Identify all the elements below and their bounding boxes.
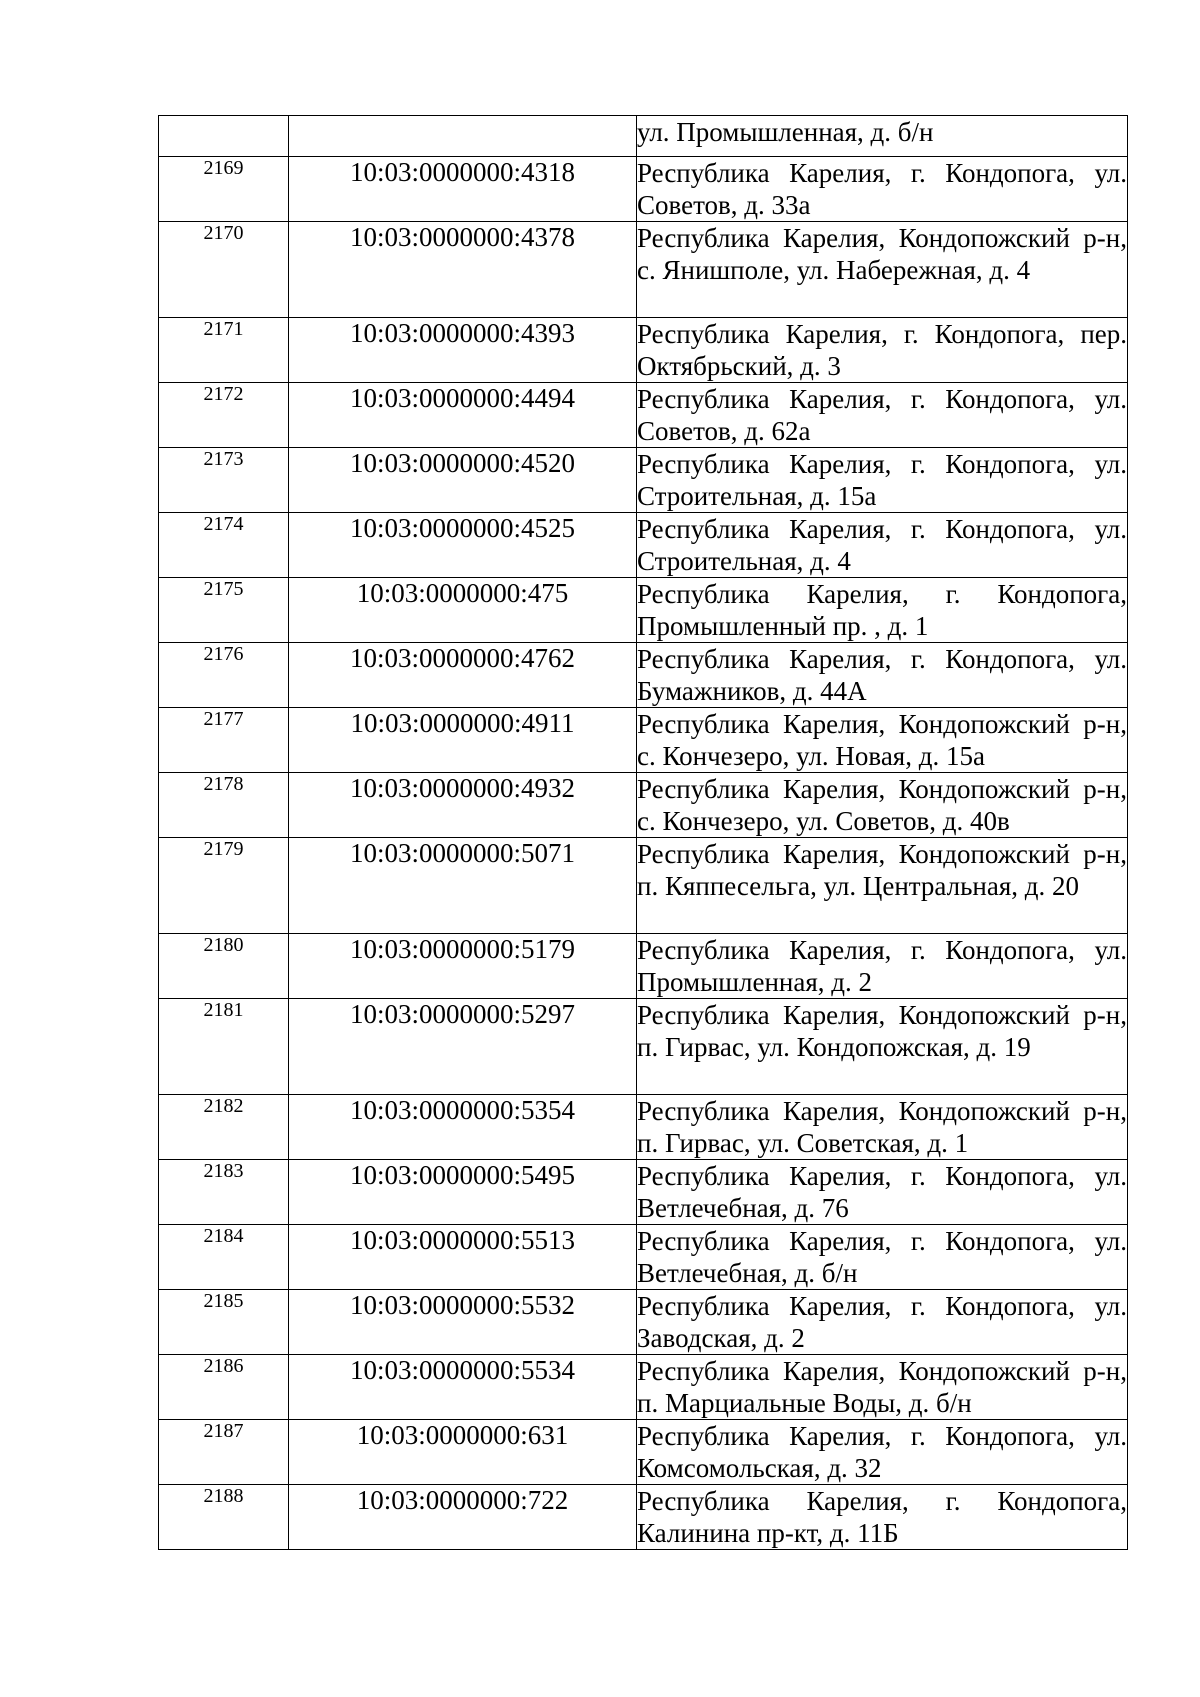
address: Республика Карелия, Кондопожский р-н, п. Гирвас, ул. Советская, д. 1 [637,1096,1127,1158]
cadastral-number: 10:03:0000000:475 [289,578,637,643]
table-row [159,318,1128,383]
cadastral-number: 10:03:0000000:5495 [289,1160,637,1225]
row-number: 2173 [159,448,289,513]
table-row [159,773,1128,838]
cadastral-number: 10:03:0000000:631 [289,1420,637,1485]
table-row [159,1420,1128,1485]
row-number: 2179 [159,838,289,934]
table-row [159,222,1128,318]
row-number: 2171 [159,318,289,383]
cadastral-number: 10:03:0000000:5179 [289,934,637,999]
cadastral-number: 10:03:0000000:5354 [289,1095,637,1160]
row-number: 2174 [159,513,289,578]
cadastral-number: 10:03:0000000:4520 [289,448,637,513]
table-row [159,383,1128,448]
row-number: 2183 [159,1160,289,1225]
cadastral-number: 10:03:0000000:5513 [289,1225,637,1290]
cadastral-number: 10:03:0000000:4393 [289,318,637,383]
row-number: 2169 [159,157,289,222]
table-row [159,116,1128,157]
row-number: 2176 [159,643,289,708]
cadastral-number: 10:03:0000000:4525 [289,513,637,578]
row-number: 2182 [159,1095,289,1160]
row-number: 2170 [159,222,289,318]
address: Республика Карелия, г. Кондопога, ул. Промышленная, д. 2 [637,935,1127,997]
row-number: 2172 [159,383,289,448]
address: Республика Карелия, Кондопожский р-н, с. Янишполе, ул. Набережная, д. 4 [637,222,1128,318]
row-number: 2186 [159,1355,289,1420]
address: Республика Карелия, Кондопожский р-н, с. Кончезеро, ул. Советов, д. 40в [637,774,1127,836]
row-number: 2180 [159,934,289,999]
table-row [159,1290,1128,1355]
address: Республика Карелия, г. Кондопога, ул. Заводская, д. 2 [637,1291,1127,1353]
table-row [159,1225,1128,1290]
address: Республика Карелия, Кондопожский р-н, п. Марциальные Воды, д. б/н [637,1356,1127,1418]
address: ул. Промышленная, д. б/н [637,116,1128,157]
address: Республика Карелия, г. Кондопога, ул. Ветлечебная, д. б/н [637,1226,1127,1288]
address: Республика Карелия, Кондопожский р-н, п. Кяппесельга, ул. Центральная, д. 20 [637,838,1128,934]
row-number: 2181 [159,999,289,1095]
table-row [159,1160,1128,1225]
cadastral-number: 10:03:0000000:5071 [289,838,637,934]
row-number: 2188 [159,1485,289,1550]
address: Республика Карелия, г. Кондопога, ул. Советов, д. 62а [637,384,1127,446]
address: Республика Карелия, г. Кондопога, ул. Советов, д. 33а [637,158,1127,220]
address: Республика Карелия, г. Кондопога, ул. Комсомольская, д. 32 [637,1421,1127,1483]
address: Республика Карелия, г. Кондопога, Калинина пр-кт, д. 11Б [637,1486,1127,1548]
table-row [159,934,1128,999]
cadastral-number: 10:03:0000000:5297 [289,999,637,1095]
cadastral-number: 10:03:0000000:5534 [289,1355,637,1420]
property-registry-table [158,115,1128,1550]
table-row [159,838,1128,934]
table-row [159,578,1128,643]
table-row [159,513,1128,578]
cadastral-number: 10:03:0000000:4378 [289,222,637,318]
table-row [159,1095,1128,1160]
address: Республика Карелия, г. Кондопога, пер. Октябрьский, д. 3 [637,319,1127,381]
cadastral-number: 10:03:0000000:5532 [289,1290,637,1355]
cadastral-number: 10:03:0000000:4494 [289,383,637,448]
row-number: 2178 [159,773,289,838]
row-number: 2184 [159,1225,289,1290]
address: Республика Карелия, г. Кондопога, ул. Бумажников, д. 44А [637,644,1127,706]
cadastral-number: 10:03:0000000:4911 [289,708,637,773]
cadastral-number: 10:03:0000000:4318 [289,157,637,222]
table-row [159,999,1128,1095]
address: Республика Карелия, г. Кондопога, ул. Ветлечебная, д. 76 [637,1161,1127,1223]
table-row [159,448,1128,513]
table-row [159,643,1128,708]
address: Республика Карелия, г. Кондопога, Промышленный пр. , д. 1 [637,579,1127,641]
cadastral-number: 10:03:0000000:4762 [289,643,637,708]
address: Республика Карелия, г. Кондопога, ул. Строительная, д. 4 [637,514,1127,576]
row-number: 2185 [159,1290,289,1355]
address: Республика Карелия, Кондопожский р-н, п. Гирвас, ул. Кондопожская, д. 19 [637,999,1128,1095]
row-number [159,116,289,157]
table-row [159,1355,1128,1420]
table-row [159,708,1128,773]
cadastral-number [289,116,637,157]
table-row [159,157,1128,222]
table-row [159,1485,1128,1550]
address: Республика Карелия, г. Кондопога, ул. Строительная, д. 15а [637,449,1127,511]
address: Республика Карелия, Кондопожский р-н, с. Кончезеро, ул. Новая, д. 15а [637,709,1127,771]
row-number: 2175 [159,578,289,643]
row-number: 2177 [159,708,289,773]
row-number: 2187 [159,1420,289,1485]
cadastral-number: 10:03:0000000:722 [289,1485,637,1550]
cadastral-number: 10:03:0000000:4932 [289,773,637,838]
